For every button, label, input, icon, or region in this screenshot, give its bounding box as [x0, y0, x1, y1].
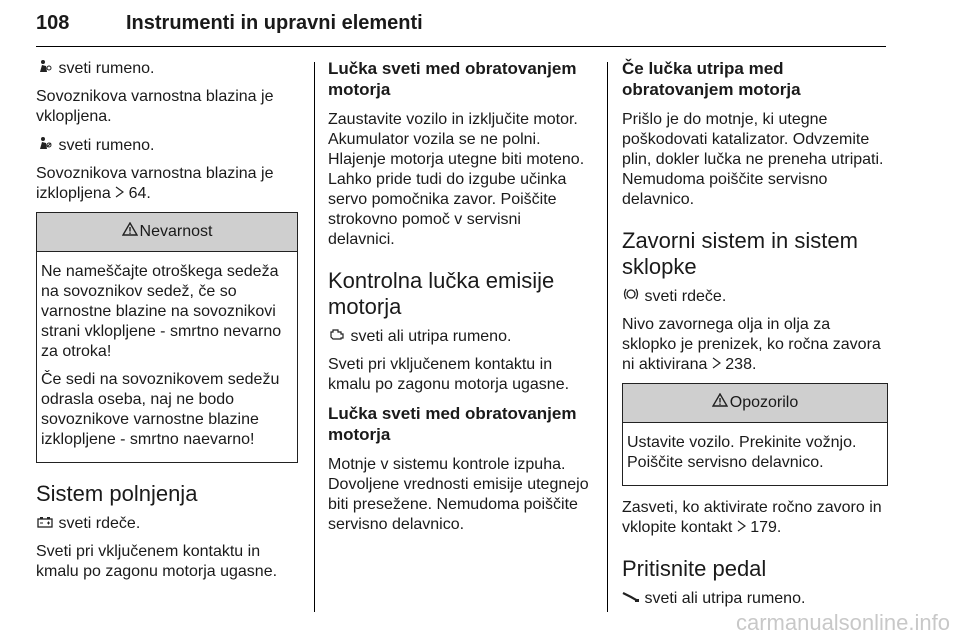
- paragraph: [622, 315, 888, 375]
- paragraph: Ustavite vozilo. Prekinite vožnjo. Poiščite servisno delavnico.: [627, 434, 857, 471]
- subheading: Lučka sveti med obratovanjem motorja: [328, 59, 577, 99]
- text: sveti ali utripa rumeno.: [640, 590, 806, 607]
- page-reference: 179.: [750, 519, 782, 536]
- section-title: Kontrolna lučka emisije motorja: [328, 268, 555, 319]
- paragraph: Motnje v sistemu kontrole izpuha. Dovoljene vrednosti emisije utegnejo biti presežene. Nemudoma poiščite servisno delavnico.: [328, 456, 589, 533]
- paragraph: [328, 326, 592, 347]
- text: sveti rumeno.: [54, 137, 155, 154]
- text: Nivo zavornega olja in olja za sklopko je prenizek, ko ročna zavora ni aktivirana: [622, 316, 881, 373]
- paragraph: Prišlo je do motnje, ki utegne poškodovati katalizator. Odvzemite plin, dokler lučka ne preneha utripati. Nemudoma poiščite servisno delavnico.: [622, 111, 884, 208]
- paragraph: Ne nameščajte otroškega sedeža na sovoznikov sedež, če so varnostne blazine na sovoznikovi strani vklopljene - smrtno nevarno za otroka!: [41, 263, 282, 360]
- paragraph: [622, 588, 888, 609]
- paragraph: [36, 164, 298, 204]
- column-3: [622, 58, 888, 617]
- warning-box-title: Opozorilo: [729, 394, 799, 411]
- reference-arrow: [737, 519, 750, 536]
- watermark: carmanualsonline.info: [735, 610, 950, 635]
- paragraph: Sovoznikova varnostna blazina je vklopljena.: [36, 88, 274, 125]
- page-header: [36, 4, 886, 44]
- reference-arrow: [712, 356, 725, 373]
- page-number: 108: [36, 12, 70, 34]
- pedal-icon: [622, 588, 640, 608]
- paragraph: [36, 58, 298, 79]
- page-reference: 238.: [725, 356, 757, 373]
- danger-box-body: [37, 252, 297, 462]
- section-title: Zavorni sistem in sistem sklopke: [622, 228, 858, 279]
- warning-box-header: [623, 384, 887, 423]
- text: sveti rumeno.: [54, 60, 155, 77]
- text: sveti rdeče.: [640, 288, 727, 305]
- paragraph: [622, 286, 888, 307]
- paragraph: Sveti pri vključenem kontaktu in kmalu po zagonu motorja ugasne.: [36, 543, 278, 580]
- brake-icon: [622, 286, 640, 306]
- warning-triangle-icon: [712, 384, 728, 422]
- column-1: [36, 58, 298, 590]
- column-divider-1: [314, 62, 315, 612]
- warning-box-body: [623, 423, 887, 485]
- danger-box-title: Nevarnost: [139, 223, 213, 240]
- text: sveti ali utripa rumeno.: [346, 328, 512, 345]
- battery-icon: [36, 513, 54, 533]
- subheading: Lučka sveti med obratovanjem motorja: [328, 404, 577, 444]
- column-divider-2: [607, 62, 608, 612]
- page-reference: 64.: [128, 185, 151, 202]
- warning-triangle-icon: [122, 213, 138, 251]
- section-title: Sistem polnjenja: [36, 481, 198, 506]
- text: sveti rdeče.: [54, 515, 141, 532]
- text: Zasveti, ko aktivirate ročno zavoro in vklopite kontakt: [622, 499, 882, 536]
- paragraph: Sveti pri vključenem kontaktu in kmalu po zagonu motorja ugasne.: [328, 356, 570, 393]
- reference-arrow: [115, 185, 128, 202]
- paragraph: [36, 513, 298, 534]
- warning-box: [622, 383, 888, 486]
- paragraph: [36, 135, 298, 156]
- text: Sovoznikova varnostna blazina je izklopljena: [36, 165, 274, 202]
- airbag-off-icon: [36, 58, 54, 78]
- paragraph: Zaustavite vozilo in izključite motor. Akumulator vozila se ne polni. Hlajenje motorja utegne biti moteno. Lahko pride tudi do izgube učinka servo pomočnika zavor. Poiščite strokovno pomoč v servisni delavnici.: [328, 111, 585, 248]
- column-2: [328, 58, 592, 543]
- airbag-disabled-icon: [36, 135, 54, 155]
- danger-box: [36, 212, 298, 463]
- paragraph: [622, 498, 888, 538]
- subheading: Če lučka utripa med obratovanjem motorja: [622, 59, 801, 99]
- engine-icon: [328, 326, 346, 346]
- section-title: Pritisnite pedal: [622, 556, 767, 581]
- page-title: Instrumenti in upravni elementi: [126, 12, 423, 34]
- danger-box-header: [37, 213, 297, 252]
- paragraph: Če sedi na sovoznikovem sedežu odrasla oseba, naj ne bodo sovoznikove varnostne blazine izklopljene - smrtno naevarno!: [41, 371, 280, 448]
- header-rule: [36, 46, 886, 47]
